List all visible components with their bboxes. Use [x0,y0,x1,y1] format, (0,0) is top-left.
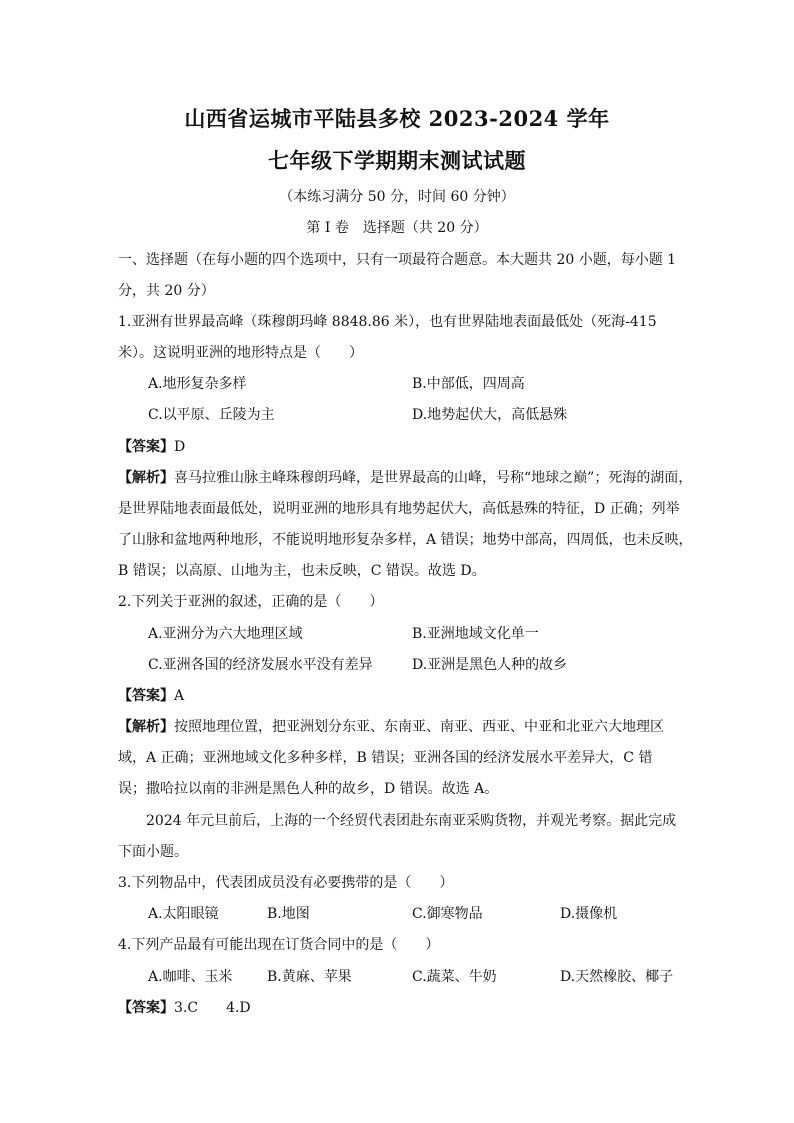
answer-label: 【答案】 [118,688,174,704]
q3-stem: 3.下列物品中，代表团成员没有必要携带的是（ ） [118,875,454,891]
q1-analysis-cont: B 错误；以高原、山地为主，也未反映，C 错误。故选 D。 [118,563,486,579]
answer-label: 【答案】 [118,439,174,455]
answer-value: 3.C 4.D [174,1000,251,1016]
q2-answer [118,685,688,705]
q1-option-c: C.以平原、丘陵为主 [148,407,275,423]
answer-label: 【答案】 [118,1000,174,1016]
q2-analysis [118,716,688,736]
q2-stem: 2.下列关于亚洲的叙述，正确的是（ ） [118,594,384,610]
q4-option-c: C.蔬菜、牛奶 [412,969,497,985]
q1-answer [118,436,688,456]
answer-value: A [174,688,185,704]
answer-value: D [174,439,186,455]
analysis-label: 【解析】 [118,470,174,486]
q3-option-a: A.太阳眼镜 [148,906,219,922]
q1-analysis [118,467,693,487]
q2-analysis-cont: 域，A 正确；亚洲地域文化多种多样，B 错误；亚洲各国的经济发展水平差异大，C 错 [118,750,653,766]
q1-stem: 1.亚洲有世界最高峰（珠穆朗玛峰 8848.86 米），也有世界陆地表面最低处（死海-415 [118,314,657,330]
q2-option-c: C.亚洲各国的经济发展水平没有差异 [148,657,373,673]
document-subtitle: 七年级下学期期末测试试题 [268,148,526,173]
document-title: 山西省运城市平陆县多校 2023-2024 学年 [184,106,610,131]
q4-option-b: B.黄麻、苹果 [267,969,352,985]
q1-analysis-cont: 了山脉和盆地两种地形，不能说明地形复杂多样，A 错误；地势中部高，四周低，也未反映， [118,532,693,548]
q2-option-d: D.亚洲是黑色人种的故乡 [412,657,568,673]
q2-option-b: B.亚洲地域文化单一 [412,626,539,642]
q1-option-a: A.地形复杂多样 [148,376,247,392]
q3-option-c: C.御寒物品 [412,906,483,922]
part-heading: 第 I 卷 选择题（共 20 分） [306,220,488,236]
q1-analysis-cont: 是世界陆地表面最低处，说明亚洲的地形具有地势起伏大，高低悬殊的特征，D 正确；列举 [118,501,680,517]
exam-note: （本练习满分 50 分，时间 60 分钟） [279,189,515,205]
q3-q4-answer [118,997,688,1017]
analysis-text: 喜马拉雅山脉主峰珠穆朗玛峰，是世界最高的山峰，号称“地球之巅”；死海的湖面， [174,470,693,486]
q3-option-d: D.摄像机 [560,906,618,922]
section-heading: 一、选择题（在每小题的四个选项中，只有一项最符合题意。本大题共 20 小题，每小题 1 [118,252,677,268]
q4-option-a: A.咖啡、玉米 [148,969,233,985]
q1-stem-cont: 米）。这说明亚洲的地形特点是（ ） [118,345,363,361]
q1-option-d: D.地势起伏大，高低悬殊 [412,407,568,423]
q2-analysis-cont: 误；撒哈拉以南的非洲是黑色人种的故乡，D 错误。故选 A。 [118,781,499,797]
q3-option-b: B.地图 [267,906,310,922]
analysis-label: 【解析】 [118,719,174,735]
q2-option-a: A.亚洲分为六大地理区域 [148,626,303,642]
section-heading-cont: 分，共 20 分） [118,283,215,299]
q4-option-d: D.天然橡胶、椰子 [560,969,674,985]
passage-text-cont: 下面小题。 [118,844,188,860]
passage-text: 2024 年元旦前后，上海的一个经贸代表团赴东南亚采购货物，并观光考察。据此完成 [146,813,677,829]
q1-option-b: B.中部低，四周高 [412,376,525,392]
q4-stem: 4.下列产品最有可能出现在订货合同中的是（ ） [118,937,440,953]
analysis-text: 按照地理位置，把亚洲划分东亚、东南亚、南亚、西亚、中亚和北亚六大地理区 [174,719,664,735]
